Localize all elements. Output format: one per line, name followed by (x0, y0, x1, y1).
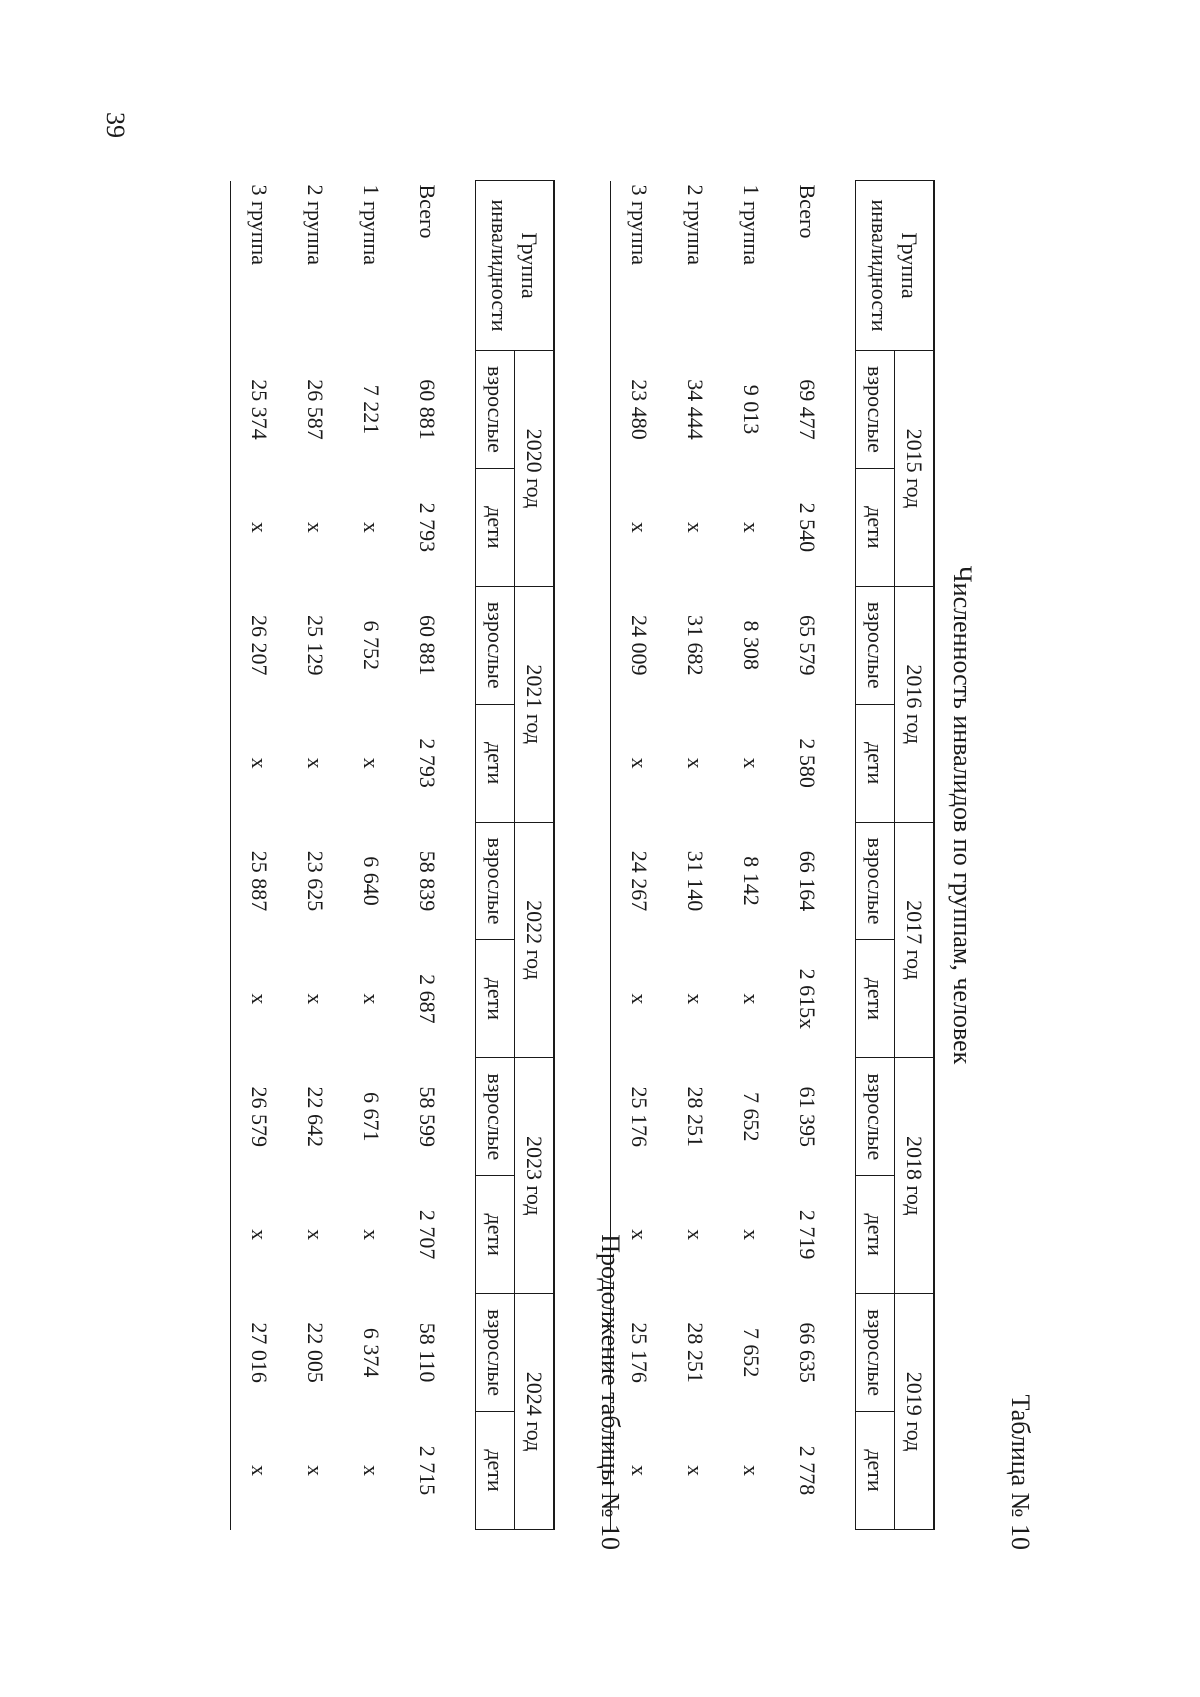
year-header: 2023 год (515, 1058, 555, 1294)
adults-value-cell: 25 129 (303, 614, 328, 676)
children-value-cell: 2 580 (795, 738, 820, 788)
children-value-cell: 2 793 (415, 738, 440, 788)
group-header-line1: Группа (897, 232, 923, 299)
table-caption: Таблица № 10 (1006, 1394, 1035, 1550)
row-label: 1 группа (739, 184, 764, 266)
page-number: 39 (101, 112, 130, 138)
adults-value-cell: 60 881 (415, 379, 440, 440)
children-header: дети (476, 468, 515, 586)
adults-value-cell: 31 140 (683, 850, 708, 912)
adults-value-cell: 34 444 (683, 379, 708, 440)
adults-value-cell: 60 881 (415, 614, 440, 676)
children-value-cell: х (231, 940, 288, 1058)
adults-header: взрослые (856, 822, 895, 940)
children-value-cell: 2 719 (795, 1209, 820, 1260)
children-value-cell: х (231, 1412, 288, 1530)
disability-table-2020-2024 (230, 180, 555, 1530)
table-body (231, 181, 476, 1530)
adults-value-cell: 8 142 (739, 856, 764, 906)
children-header: дети (856, 940, 895, 1058)
adults-header: взрослые (476, 1294, 515, 1412)
children-value-cell: х (359, 521, 384, 533)
adults-value-cell: 28 251 (683, 1086, 708, 1148)
children-header: дети (856, 1412, 895, 1530)
children-header: дети (856, 1176, 895, 1294)
children-header: дети (476, 1176, 515, 1294)
year-header: 2016 год (895, 586, 935, 822)
children-value-cell: х (611, 468, 668, 586)
adults-value-cell: 25 887 (231, 822, 288, 940)
adults-value-cell: 25 176 (611, 1294, 668, 1412)
table-row (343, 181, 399, 1530)
children-header: дети (856, 468, 895, 586)
children-value-cell: х (683, 993, 708, 1005)
table-row (399, 181, 476, 1530)
children-value-cell: х (739, 757, 764, 769)
children-value-cell: х (303, 521, 328, 533)
children-value-cell: 2 540 (795, 502, 820, 553)
adults-value-cell: 9 013 (739, 384, 764, 435)
adults-value-cell: 23 480 (611, 351, 668, 469)
table-body (611, 181, 856, 1530)
adults-header: взрослые (856, 1058, 895, 1176)
children-value-cell: х (611, 1412, 668, 1530)
adults-value-cell: 22 005 (303, 1322, 328, 1383)
adults-header: взрослые (856, 586, 895, 704)
table-row (667, 181, 723, 1530)
adults-header: взрослые (856, 351, 895, 469)
row-label: 3 группа (231, 181, 288, 351)
adults-value-cell: 6 640 (359, 856, 384, 906)
children-value-cell: 2 793 (415, 502, 440, 553)
adults-value-cell: 24 267 (611, 822, 668, 940)
adults-header: взрослые (476, 586, 515, 704)
row-label: 2 группа (683, 184, 708, 266)
year-header: 2024 год (515, 1294, 555, 1530)
document-title: Численность инвалидов по группам, человек (948, 565, 977, 1065)
group-header-line2: инвалидности (487, 199, 513, 332)
adults-header: взрослые (856, 1294, 895, 1412)
year-header: 2018 год (895, 1058, 935, 1294)
adults-value-cell: 23 625 (303, 850, 328, 912)
adults-value-cell: 69 477 (795, 379, 820, 440)
children-header: дети (476, 940, 515, 1058)
year-header: 2021 год (515, 586, 555, 822)
children-value-cell: х (359, 1465, 384, 1476)
adults-value-cell: 66 635 (795, 1322, 820, 1383)
table-row (287, 181, 343, 1530)
disability-table-2015-2019 (610, 180, 935, 1530)
children-value-cell: х (303, 1465, 328, 1476)
children-value-cell: 2 715 (415, 1445, 440, 1496)
children-value-cell: х (231, 1176, 288, 1294)
group-header-line1: Группа (517, 232, 543, 299)
children-value-cell: х (611, 940, 668, 1058)
year-header: 2019 год (895, 1294, 935, 1530)
adults-value-cell: 7 221 (359, 384, 384, 435)
adults-value-cell: 26 207 (231, 586, 288, 704)
year-header: 2015 год (895, 351, 935, 587)
adults-value-cell: 58 839 (415, 850, 440, 912)
table-row (779, 181, 856, 1530)
group-header (476, 181, 555, 351)
children-value-cell: х (739, 1465, 764, 1476)
children-value-cell: х (359, 993, 384, 1005)
children-value-cell: х (739, 521, 764, 533)
children-value-cell: х (683, 521, 708, 533)
children-value-cell: х (303, 993, 328, 1005)
children-value-cell: х (231, 468, 288, 586)
adults-value-cell: 31 682 (683, 614, 708, 676)
children-value-cell: х (739, 1229, 764, 1241)
adults-value-cell: 28 251 (683, 1322, 708, 1383)
adults-value-cell: 58 599 (415, 1086, 440, 1148)
adults-header: взрослые (476, 351, 515, 469)
adults-value-cell: 8 308 (739, 620, 764, 670)
row-label: Всего (795, 184, 820, 239)
children-value-cell: х (303, 1229, 328, 1241)
adults-value-cell: 27 016 (231, 1294, 288, 1412)
children-value-cell: х (359, 1229, 384, 1241)
children-value-cell: х (611, 1176, 668, 1294)
children-value-cell: х (683, 757, 708, 769)
children-value-cell: х (739, 993, 764, 1005)
adults-value-cell: 25 176 (611, 1058, 668, 1176)
children-value-cell: х (359, 757, 384, 769)
children-header: дети (476, 1412, 515, 1530)
adults-value-cell: 7 652 (739, 1092, 764, 1142)
adults-value-cell: 61 395 (795, 1086, 820, 1148)
children-value-cell: х (683, 1229, 708, 1241)
children-header: дети (476, 704, 515, 822)
children-value-cell: х (683, 1465, 708, 1476)
adults-value-cell: 6 374 (359, 1327, 384, 1378)
continuation-caption: Продолжение таблицы № 10 (596, 1234, 625, 1550)
row-label: 2 группа (303, 184, 328, 266)
year-header: 2022 год (515, 822, 555, 1058)
row-label: 1 группа (359, 184, 384, 266)
children-value-cell: х (303, 757, 328, 769)
adults-value-cell: 65 579 (795, 614, 820, 676)
adults-value-cell: 26 587 (303, 379, 328, 440)
adults-value-cell: 24 009 (611, 586, 668, 704)
adults-value-cell: 58 110 (415, 1322, 440, 1383)
adults-value-cell: 6 671 (359, 1092, 384, 1142)
adults-value-cell: 26 579 (231, 1058, 288, 1176)
children-header: дети (856, 704, 895, 822)
adults-header: взрослые (476, 1058, 515, 1176)
children-value-cell: 2 687 (415, 974, 440, 1024)
year-header: 2017 год (895, 822, 935, 1058)
children-value-cell: х (231, 704, 288, 822)
adults-header: взрослые (476, 822, 515, 940)
row-label: 3 группа (611, 181, 668, 351)
children-value-cell: 2 778 (795, 1445, 820, 1496)
adults-value-cell: 7 652 (739, 1327, 764, 1378)
group-header-line2: инвалидности (867, 199, 893, 332)
year-header: 2020 год (515, 351, 555, 587)
group-header (856, 181, 935, 351)
row-label: Всего (415, 184, 440, 239)
children-value-cell: 2 615х (795, 968, 820, 1030)
adults-value-cell: 22 642 (303, 1086, 328, 1148)
adults-value-cell: 66 164 (795, 850, 820, 912)
children-value-cell: х (611, 704, 668, 822)
children-value-cell: 2 707 (415, 1209, 440, 1260)
table-row (723, 181, 779, 1530)
adults-value-cell: 25 374 (231, 351, 288, 469)
rotated-content (215, 60, 1035, 1570)
adults-value-cell: 6 752 (359, 620, 384, 670)
table-row (231, 181, 288, 1530)
